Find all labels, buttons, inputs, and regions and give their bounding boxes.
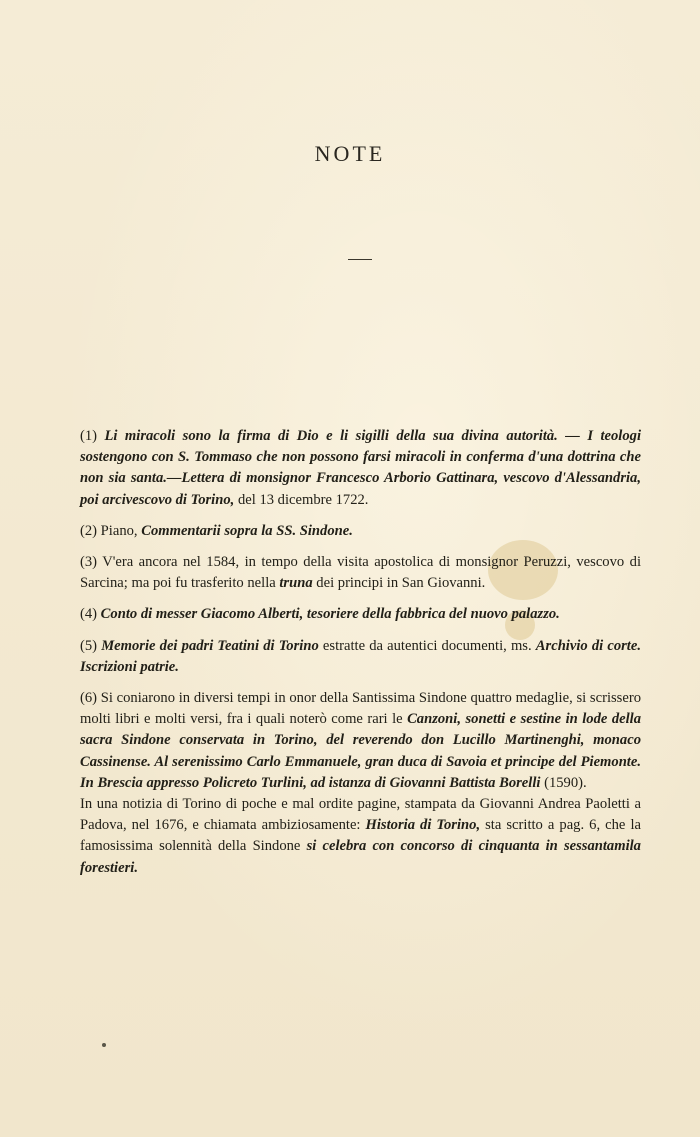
footnote-text: Canzoni, sonetti e sestine in lode della sacra Sindone conservata in Torino, del reverendo don Lucillo Martinenghi, monaco Cassinense. Al serenissimo Carlo Emmanuele, gran duca di Savoia et principe del Piemonte. In Brescia appresso Policreto Turlini, ad istanza di Giovanni Battista Borelli [80, 711, 641, 791]
heading-rule [348, 259, 372, 260]
footnote-n6b [80, 794, 641, 879]
footnote-text: (4) [80, 606, 101, 623]
footnotes [80, 426, 641, 889]
footnote-text: estratte da autentici documenti, ms. [318, 637, 536, 654]
footnote-text: Li miracoli sono la firma di Dio e li sigilli della sua divina autorità. — I teologi sostengono con S. Tommaso che non possono farsi miracoli in conferma d'una dottrina che non sia santa.—Lettera di monsignor Francesco Arborio Gattinara, vescovo d'Alessandria, poi arcivescovo di Torino, [80, 428, 641, 508]
footnote-text: si celebra con concorso di cinquanta in sessantamila forestieri. [80, 838, 641, 876]
page-heading: NOTE [314, 141, 386, 166]
footnote-n2 [80, 521, 641, 542]
footnote-text: (5) [80, 637, 102, 654]
footnote-n1 [80, 426, 641, 511]
footnote-text: Historia di Torino, [365, 817, 481, 834]
footnote-text: dei principi in San Giovanni. [312, 575, 486, 592]
ink-speck [102, 1043, 106, 1047]
footnote-n6 [80, 688, 641, 794]
footnote-text: (1590). [540, 774, 587, 791]
footnote-text: sta scritto a pag. 6, che la famosissima solennità della Sindone [80, 817, 641, 855]
footnote-n4 [80, 604, 641, 625]
footnote-text: (3) V'era ancora nel 1584, in tempo della visita apostolica di monsignor Peruzzi, vescovo di Sarcina; ma poi fu trasferito nella [80, 554, 641, 592]
footnote-text: (2) Piano, [80, 522, 142, 539]
footnote-n3 [80, 552, 641, 594]
footnote-n5 [80, 636, 641, 678]
footnote-text: Archivio di corte. Iscrizioni patrie. [80, 637, 641, 675]
footnote-text: Memorie dei padri Teatini di Torino [101, 637, 319, 654]
footnote-text: truna [279, 575, 313, 592]
footnote-text: del 13 dicembre 1722. [234, 491, 369, 508]
footnote-text: Commentarii sopra la SS. Sindone. [141, 522, 353, 539]
footnote-text: In una notizia di Torino di poche e mal ordite pagine, stampata da Giovanni Andrea Paoletti a Padova, nel 1676, e chiamata ambiziosamente: [80, 796, 641, 834]
footnote-text: (1) [80, 428, 105, 444]
footnote-text: (6) Si coniarono in diversi tempi in onor della Santissima Sindone quattro medaglie, si scrissero molti libri e molti versi, fra i quali noterò come rari le [80, 690, 641, 728]
footnote-text: Conto di messer Giacomo Alberti, tesoriere della fabbrica del nuovo palazzo. [100, 606, 560, 623]
